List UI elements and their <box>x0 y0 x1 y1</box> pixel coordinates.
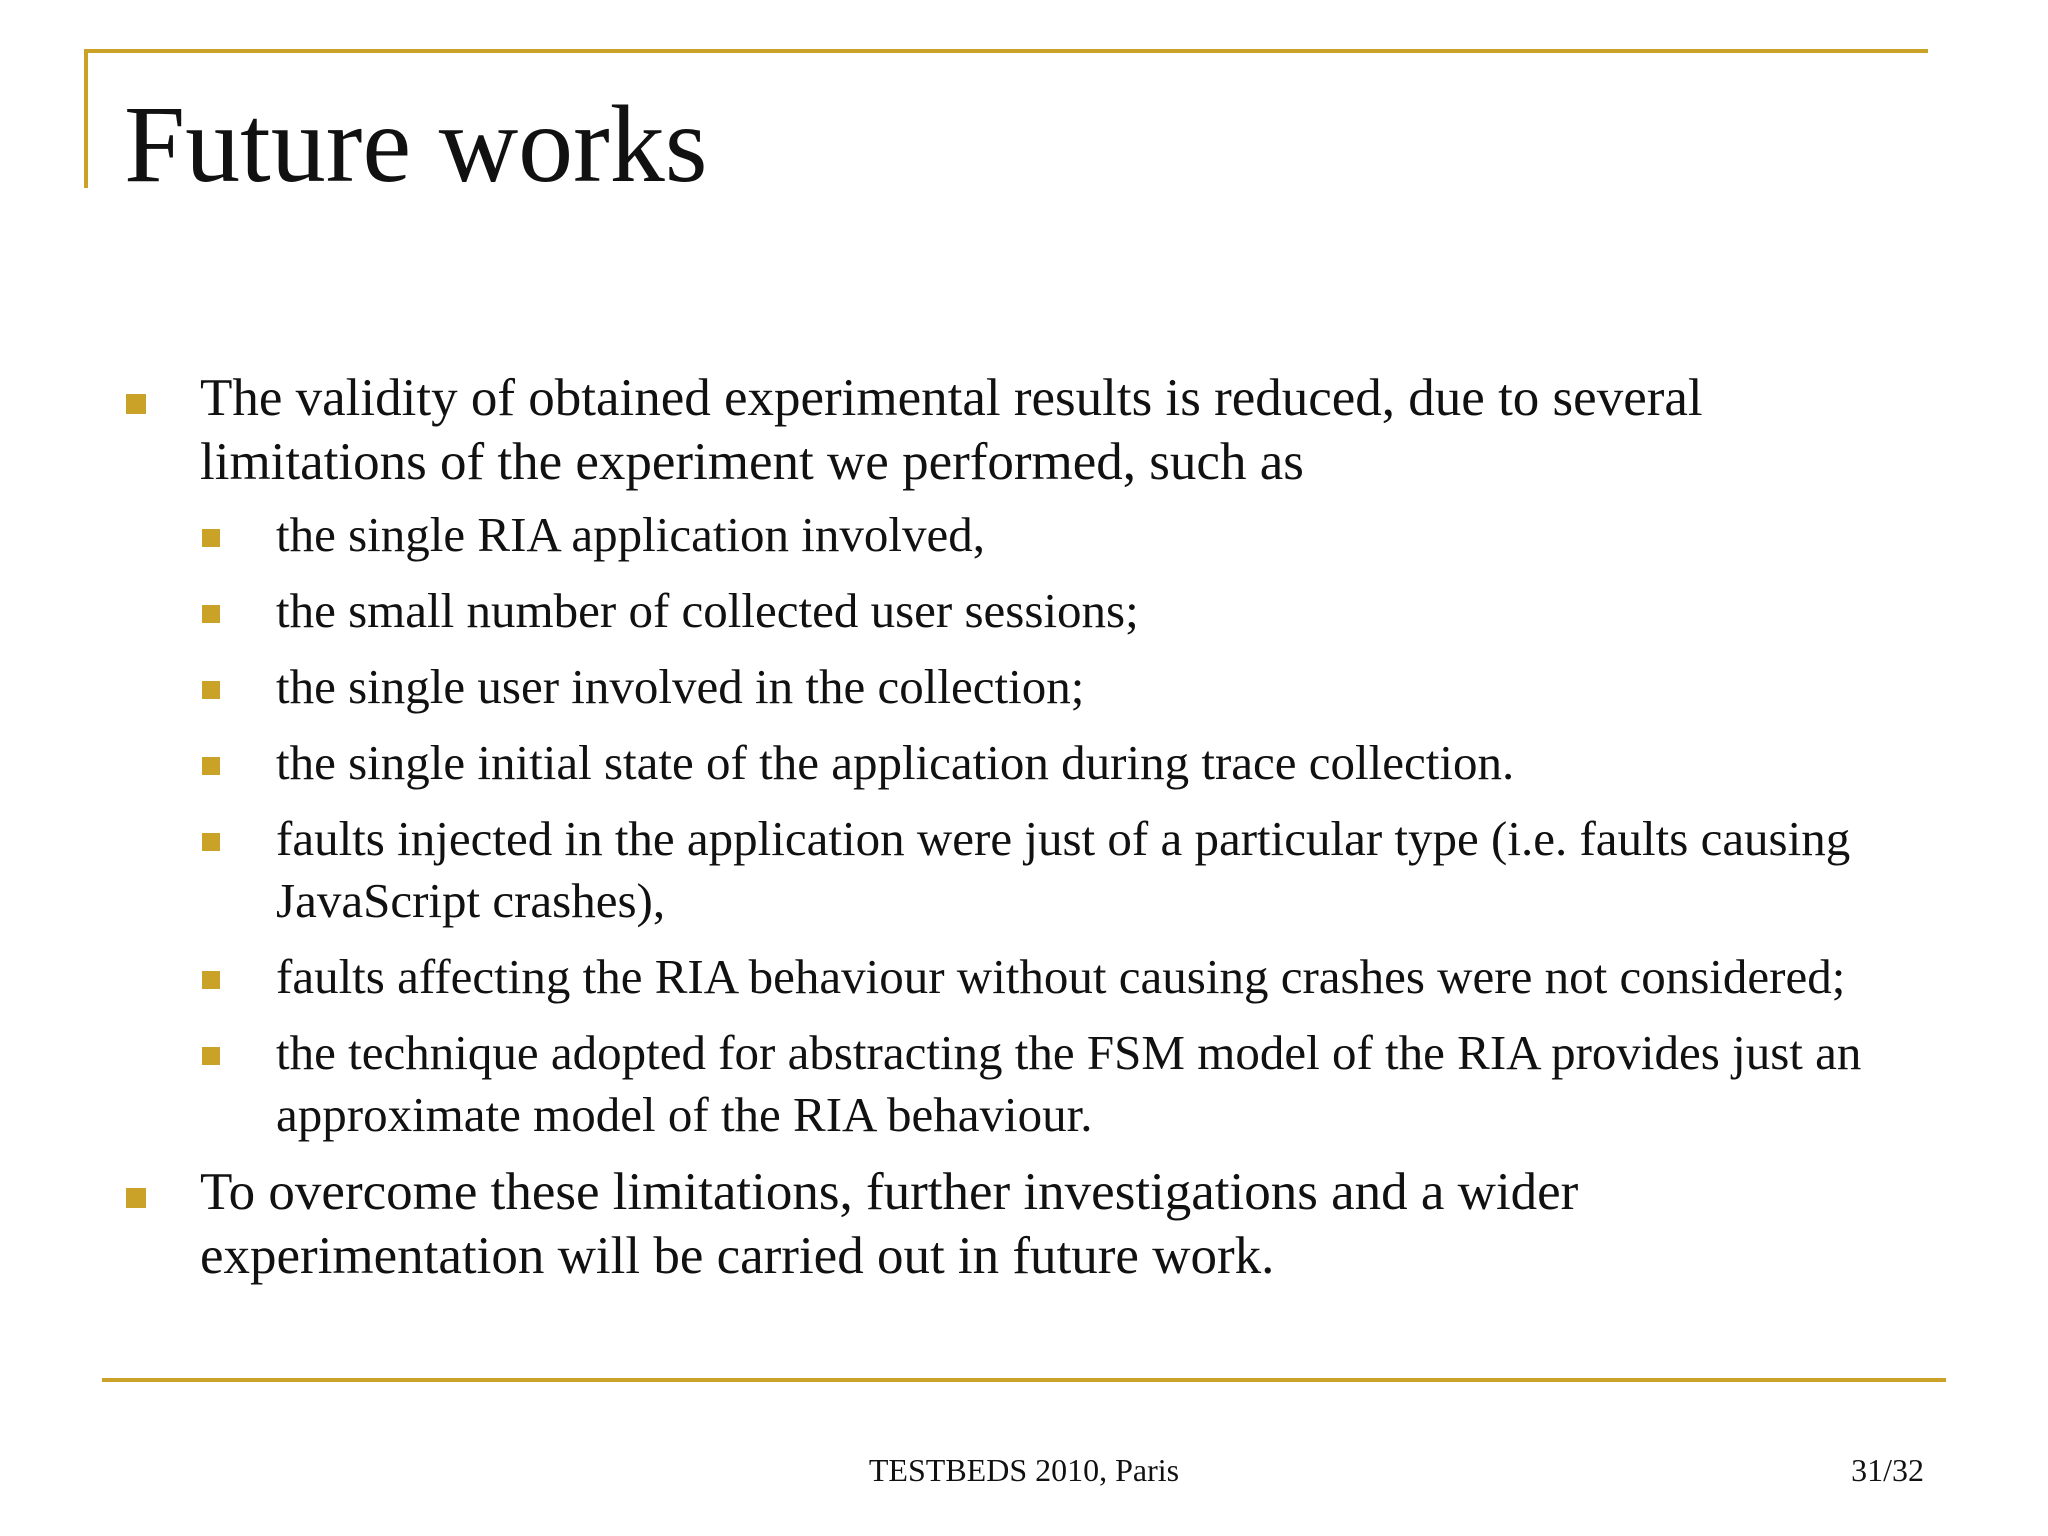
bullet-text: To overcome these limitations, further investigations and a wider experimentation will be carried out in future work. <box>200 1163 1579 1285</box>
list-item-text: the single RIA application involved, <box>276 507 986 562</box>
slide-content <box>124 366 1924 1288</box>
bullet-text: The validity of obtained experimental results is reduced, due to several limitations of the experiment we performed, such as <box>200 369 1703 491</box>
slide-title: Future works <box>124 83 708 205</box>
list-item <box>200 580 1924 642</box>
square-bullet-icon <box>202 971 220 989</box>
title-top-rule <box>84 49 1928 53</box>
list-item <box>200 656 1924 718</box>
footer-rule <box>102 1378 1946 1382</box>
square-bullet-icon <box>202 681 220 699</box>
square-bullet-icon <box>202 1047 220 1065</box>
limitations-list <box>124 504 1924 1146</box>
bullet-future-work <box>124 1160 1924 1288</box>
footer-conference: TESTBEDS 2010, Paris <box>868 1452 1180 1488</box>
bullet-limitations <box>124 366 1924 494</box>
square-bullet-icon <box>126 1188 146 1208</box>
list-item-text: the single initial state of the application during trace collection. <box>276 735 1515 790</box>
list-item-text: faults injected in the application were just of a particular type (i.e. faults causing JavaScript crashes), <box>276 811 1851 928</box>
list-item-text: the technique adopted for abstracting the FSM model of the RIA provides just an approximate model of the RIA behaviour. <box>276 1025 1862 1142</box>
list-item-text: faults affecting the RIA behaviour without causing crashes were not considered; <box>276 949 1846 1004</box>
list-item-text: the single user involved in the collection; <box>276 659 1085 714</box>
square-bullet-icon <box>202 757 220 775</box>
square-bullet-icon <box>202 529 220 547</box>
title-left-rule <box>84 49 88 188</box>
list-item <box>200 732 1924 794</box>
list-item-text: the small number of collected user sessions; <box>276 583 1139 638</box>
square-bullet-icon <box>126 394 146 414</box>
list-item <box>200 808 1924 932</box>
list-item <box>200 504 1924 566</box>
page-number: 31/32 <box>1851 1452 1924 1488</box>
square-bullet-icon <box>202 605 220 623</box>
list-item <box>200 946 1924 1008</box>
list-item <box>200 1022 1924 1146</box>
square-bullet-icon <box>202 833 220 851</box>
